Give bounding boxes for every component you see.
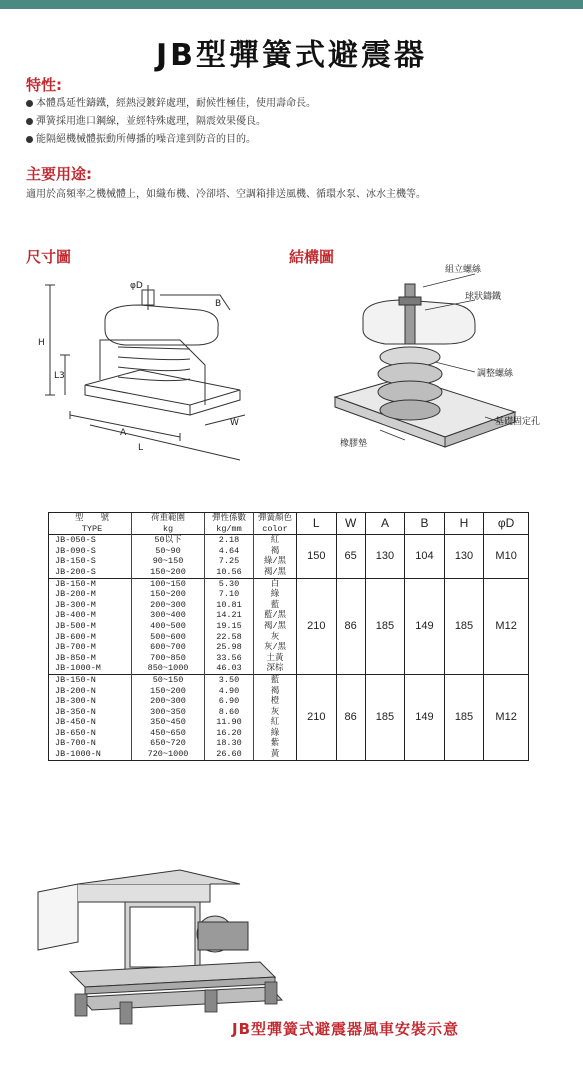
cell-model: JB-400-M (49, 610, 132, 621)
cell-H: 185 (444, 674, 484, 760)
callout-rubber-pad: 橡膠墊 (340, 439, 368, 449)
cell-L: 150 (297, 535, 337, 578)
callout-adjust-screw: 調整螺絲 (477, 369, 514, 379)
cell-color: 紅 (254, 717, 297, 728)
cell-model: JB-150-M (49, 578, 132, 589)
bullet-icon (26, 136, 33, 143)
dim-B: B (215, 299, 222, 309)
cell-rate: 25.98 (205, 642, 254, 653)
cell-color: 灰 (254, 632, 297, 643)
cell-color: 橙 (254, 696, 297, 707)
page-title: JB型彈簧式避震器 (155, 38, 428, 73)
table-row (49, 674, 529, 685)
cell-color: 褐/黑 (254, 567, 297, 578)
bullet-icon (26, 118, 33, 125)
cell-B: 104 (405, 535, 445, 578)
cell-load: 850~1000 (132, 663, 205, 674)
callout-assembly-screw: 組立螺絲 (445, 265, 482, 275)
cell-load: 100~150 (132, 578, 205, 589)
cell-W: 86 (336, 674, 365, 760)
cell-load: 350~450 (132, 717, 205, 728)
bullet-icon (26, 100, 33, 107)
cell-color: 褐 (254, 546, 297, 557)
cell-D: M10 (484, 535, 529, 578)
cell-model: JB-650-N (49, 728, 132, 739)
cell-rate: 7.25 (205, 556, 254, 567)
cell-color: 藍 (254, 600, 297, 611)
cell-color: 灰/黑 (254, 642, 297, 653)
usage-heading: 主要用途: (26, 165, 92, 183)
cell-model: JB-200-M (49, 589, 132, 600)
cell-model: JB-300-M (49, 600, 132, 611)
cell-B: 149 (405, 674, 445, 760)
cell-load: 600~700 (132, 642, 205, 653)
dim-W: W (230, 418, 239, 428)
cell-load: 150~200 (132, 567, 205, 578)
cell-color: 紅 (254, 535, 297, 546)
cell-color: 綠 (254, 728, 297, 739)
cell-rate: 7.10 (205, 589, 254, 600)
cell-color: 藍/黑 (254, 610, 297, 621)
spec-table-body (49, 535, 529, 760)
top-color-bar (0, 0, 583, 9)
cell-rate: 16.20 (205, 728, 254, 739)
cell-D: M12 (484, 674, 529, 760)
structure-drawing (325, 262, 550, 467)
dim-phiD: φD (130, 281, 143, 291)
cell-color: 綠/黑 (254, 556, 297, 567)
spec-table (48, 512, 529, 761)
dim-A: A (120, 428, 127, 438)
col-B: B (405, 513, 445, 535)
cell-rate: 10.56 (205, 567, 254, 578)
col-color: 彈簧顏色 color (254, 513, 297, 535)
dim-L: L (138, 443, 144, 453)
col-rate: 彈性係數 kg/mm (205, 513, 254, 535)
cell-load: 150~200 (132, 686, 205, 697)
features-heading: 特性: (26, 76, 62, 94)
cell-model: JB-850-M (49, 653, 132, 664)
col-model: 型 號 TYPE (49, 513, 132, 535)
cell-model: JB-700-M (49, 642, 132, 653)
cell-load: 720~1000 (132, 749, 205, 760)
cell-rate: 19.15 (205, 621, 254, 632)
cell-load: 400~500 (132, 621, 205, 632)
cell-color: 藍 (254, 674, 297, 685)
cell-B: 149 (405, 578, 445, 674)
installation-caption: JB型彈簧式避震器風車安裝示意 (232, 1020, 460, 1038)
cell-model: JB-050-S (49, 535, 132, 546)
cell-load: 150~200 (132, 589, 205, 600)
cell-load: 300~400 (132, 610, 205, 621)
feature-item: 本體爲延性鑄鐵，經熱浸鍍鋅處理，耐候性極佳，使用壽命長。 (26, 96, 316, 111)
cell-L: 210 (297, 674, 337, 760)
cell-rate: 3.50 (205, 674, 254, 685)
table-row (49, 535, 529, 546)
cell-load: 200~300 (132, 600, 205, 611)
cell-color: 褐 (254, 686, 297, 697)
cell-rate: 22.58 (205, 632, 254, 643)
cell-model: JB-600-M (49, 632, 132, 643)
cell-rate: 18.30 (205, 738, 254, 749)
cell-rate: 4.90 (205, 686, 254, 697)
cell-load: 90~150 (132, 556, 205, 567)
cell-load: 200~300 (132, 696, 205, 707)
cell-rate: 10.81 (205, 600, 254, 611)
cell-model: JB-700-N (49, 738, 132, 749)
cell-color: 褐/黑 (254, 621, 297, 632)
cell-model: JB-500-M (49, 621, 132, 632)
col-H: H (444, 513, 484, 535)
cell-A: 130 (365, 535, 405, 578)
cell-A: 185 (365, 674, 405, 760)
cell-color: 灰 (254, 707, 297, 718)
cell-A: 185 (365, 578, 405, 674)
cell-rate: 26.60 (205, 749, 254, 760)
cell-rate: 11.90 (205, 717, 254, 728)
cell-model: JB-090-S (49, 546, 132, 557)
cell-model: JB-450-N (49, 717, 132, 728)
usage-text: 適用於高頻率之機械體上，如織布機、冷卻塔、空調箱排送風機、循環水泵、冰水主機等。 (26, 189, 426, 200)
cell-color: 綠 (254, 589, 297, 600)
feature-item: 能隔絕機械體振動所傳播的噪音達到防音的目的。 (26, 132, 256, 147)
cell-load: 500~600 (132, 632, 205, 643)
cell-model: JB-1000-N (49, 749, 132, 760)
cell-load: 300~350 (132, 707, 205, 718)
cell-load: 50~150 (132, 674, 205, 685)
cell-rate: 46.03 (205, 663, 254, 674)
cell-model: JB-1000-M (49, 663, 132, 674)
cell-load: 50~90 (132, 546, 205, 557)
cell-load: 700~850 (132, 653, 205, 664)
cell-model: JB-300-N (49, 696, 132, 707)
installation-illustration (30, 862, 300, 1037)
cell-H: 130 (444, 535, 484, 578)
cell-color: 紫 (254, 738, 297, 749)
cell-load: 650~720 (132, 738, 205, 749)
cell-rate: 14.21 (205, 610, 254, 621)
structure-drawing-label: 結構圖 (289, 248, 335, 266)
dimension-drawing-label: 尺寸圖 (26, 248, 72, 266)
dim-H: H (38, 338, 45, 348)
table-row (49, 578, 529, 589)
callout-mount-hole: 基礎固定孔 (495, 417, 541, 427)
dimension-drawing (30, 265, 260, 465)
col-D: φD (484, 513, 529, 535)
col-L: L (297, 513, 337, 535)
cell-color: 深棕 (254, 663, 297, 674)
col-load: 荷重範圍 kg (132, 513, 205, 535)
cell-load: 50以下 (132, 535, 205, 546)
cell-color: 黃 (254, 749, 297, 760)
cell-load: 450~650 (132, 728, 205, 739)
col-W: W (336, 513, 365, 535)
cell-rate: 2.18 (205, 535, 254, 546)
cell-rate: 33.56 (205, 653, 254, 664)
cell-rate: 5.30 (205, 578, 254, 589)
cell-model: JB-200-S (49, 567, 132, 578)
cell-color: 白 (254, 578, 297, 589)
cell-color: 土黃 (254, 653, 297, 664)
feature-item: 彈簧採用進口鋼線，並經特殊處理，隔震效果優良。 (26, 114, 266, 129)
cell-W: 65 (336, 535, 365, 578)
cell-D: M12 (484, 578, 529, 674)
cell-model: JB-150-S (49, 556, 132, 567)
cell-model: JB-200-N (49, 686, 132, 697)
callout-ductile-iron: 球狀鑄鐵 (465, 292, 502, 302)
cell-rate: 4.64 (205, 546, 254, 557)
cell-H: 185 (444, 578, 484, 674)
dim-L3: L3 (54, 371, 65, 381)
cell-rate: 8.60 (205, 707, 254, 718)
cell-model: JB-350-N (49, 707, 132, 718)
cell-W: 86 (336, 578, 365, 674)
cell-L: 210 (297, 578, 337, 674)
cell-model: JB-150-N (49, 674, 132, 685)
col-A: A (365, 513, 405, 535)
cell-rate: 6.90 (205, 696, 254, 707)
